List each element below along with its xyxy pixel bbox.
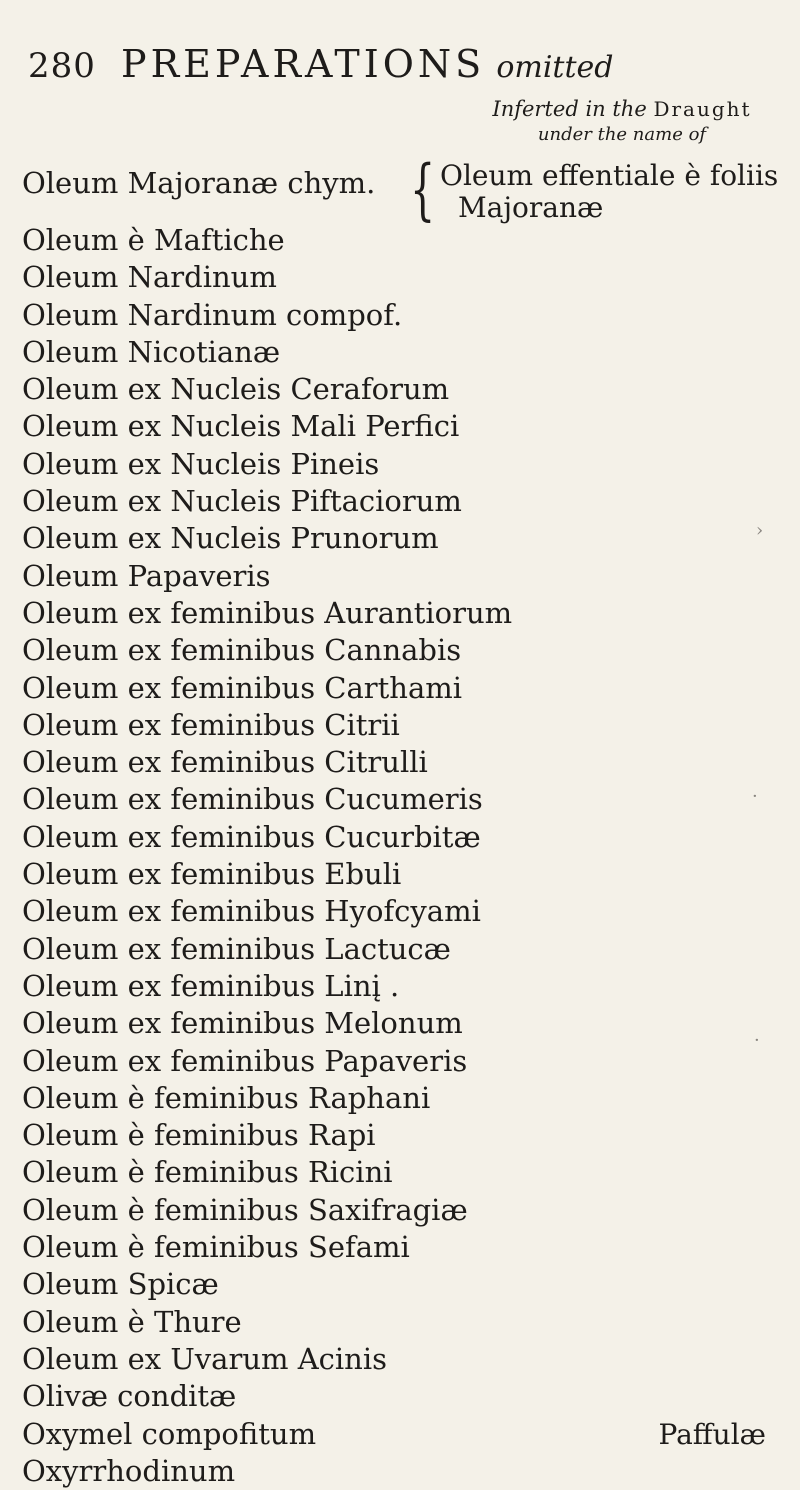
subhead-line-1 xyxy=(462,96,782,122)
subhead-italic: Inferted in the xyxy=(492,97,647,121)
list-item: Oleum è Thure xyxy=(22,1304,242,1339)
running-title-italic: omitted xyxy=(496,50,614,85)
list-item: Oleum Nicotianæ xyxy=(22,334,281,369)
column-subhead xyxy=(462,96,782,148)
margin-speck: · xyxy=(752,786,758,807)
first-entry-inserted-name xyxy=(440,160,778,224)
list-item: Olivæ conditæ xyxy=(22,1379,237,1414)
list-item: Oleum ex Nucleis Piftaciorum xyxy=(22,484,462,519)
list-item: Oleum ex feminibus Aurantiorum xyxy=(22,595,513,630)
list-item: Oleum ex feminibus Linį . xyxy=(22,968,400,1003)
subhead-line-2: under the name of xyxy=(537,124,707,145)
inserted-name-line-1: Oleum effentiale è foliis xyxy=(440,159,779,192)
list-item: Oleum è Maftiche xyxy=(22,223,285,257)
list-item: Oleum ex feminibus Ebuli xyxy=(22,857,402,892)
list-item: Oleum ex Nucleis Ceraforum xyxy=(22,372,450,407)
list-item: Oleum ex Nucleis Mali Perfici xyxy=(22,409,460,444)
list-item: Oleum ex feminibus Cucumeris xyxy=(22,782,483,817)
list-item: Oleum è feminibus Ricini xyxy=(22,1155,393,1190)
running-title: PREPARATIONS xyxy=(121,42,486,86)
list-item: Oxymel compofitum xyxy=(22,1416,317,1451)
list-item: Oleum ex feminibus Citrii xyxy=(22,707,400,742)
margin-speck: › xyxy=(756,520,764,541)
list-item: Oleum ex feminibus Papaveris xyxy=(22,1043,468,1078)
list-item: Oleum ex feminibus Lactucæ xyxy=(22,931,451,966)
entry-list xyxy=(22,222,722,1490)
page-number: 280 xyxy=(28,46,96,86)
list-item: Oleum ex Nucleis Prunorum xyxy=(22,521,439,556)
list-item: Oleum è feminibus Raphani xyxy=(22,1080,431,1115)
list-item: Oleum è feminibus Sefami xyxy=(22,1230,410,1265)
first-entry-name: Oleum Majoranæ chym. xyxy=(22,166,376,200)
list-item: Oleum ex feminibus Citrulli xyxy=(22,745,428,780)
page-header xyxy=(28,42,788,102)
brace-glyph: { xyxy=(410,151,436,228)
list-item: Oleum ex Uvarum Acinis xyxy=(22,1341,388,1376)
subhead-smallcaps: Draught xyxy=(653,97,752,121)
list-item: Oleum ex feminibus Cucurbitæ xyxy=(22,819,481,854)
list-item: Oleum Nardinum xyxy=(22,260,277,295)
list-item: Oleum ex feminibus Carthami xyxy=(22,670,463,705)
list-item: Oleum ex feminibus Cannabis xyxy=(22,633,462,668)
list-item: Oleum ex feminibus Hyofcyami xyxy=(22,894,481,929)
list-item: Oleum Nardinum compof. xyxy=(22,297,403,332)
list-item: Oleum è feminibus Saxifragiæ xyxy=(22,1192,468,1227)
list-item: Oleum è feminibus Rapi xyxy=(22,1118,376,1153)
list-item: Oleum Spicæ xyxy=(22,1267,219,1302)
list-item: Oleum Papaveris xyxy=(22,558,271,593)
list-item: Oleum ex Nucleis Pineis xyxy=(22,446,380,481)
margin-speck: · xyxy=(754,1030,760,1051)
list-item: Oxyrrhodinum xyxy=(22,1453,236,1488)
catchword: Paffulæ xyxy=(658,1418,766,1451)
list-item: Oleum ex feminibus Melonum xyxy=(22,1006,463,1041)
inserted-name-line-2: Majoranæ xyxy=(458,191,604,224)
